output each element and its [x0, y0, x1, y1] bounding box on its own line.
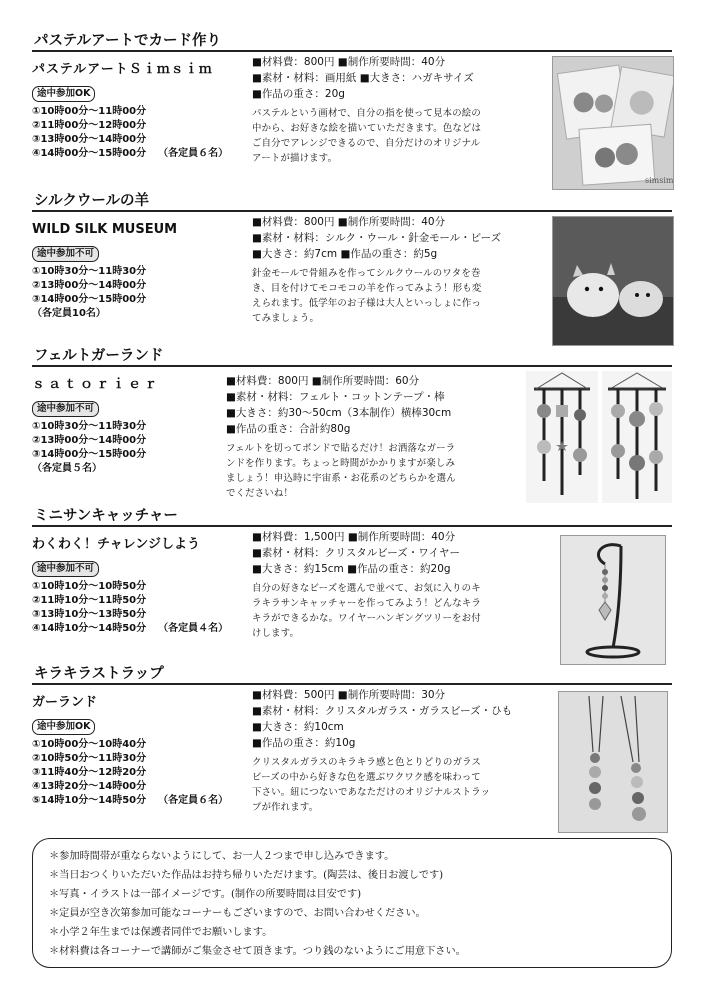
strap-photo — [558, 691, 668, 833]
time-slot: ①10時00分～10時40分 — [32, 739, 147, 750]
section-title: キラキラストラップ — [32, 665, 672, 685]
space-garland-illustration — [526, 371, 598, 503]
capacity-note: （各定員４名） — [158, 623, 229, 634]
time-slot-text: ④14時00分～15時00分 — [32, 148, 147, 159]
time-slot-text: ⑤14時10分～14時50分 — [32, 795, 147, 806]
pastel-cards-illustration — [553, 57, 673, 189]
time-slot: ②11時10分～11時50分 — [32, 595, 147, 606]
suncatcher-illustration — [561, 536, 665, 664]
time-slot: ②13時00分～14時00分 — [32, 280, 147, 291]
description-line: パステルという画材で、自分の指を使って見本の絵の — [252, 108, 481, 119]
description-line: ましょう！申込時に宇宙系・お花系のどちらかを選ん — [226, 473, 456, 484]
note-line: ＊定員が空き次第参加可能なコーナーもございますので、お問い合わせください。 — [49, 908, 426, 919]
pastel-cards-photo — [552, 56, 674, 190]
time-slot — [32, 622, 260, 636]
info-line: ■作品の重さ：合計約80g — [226, 423, 351, 435]
schedule-block — [32, 689, 260, 808]
join-status-badge: 途中参加不可 — [32, 401, 99, 417]
capacity-note: （各定員５名） — [32, 463, 102, 474]
wool-sheep-photo — [552, 216, 674, 346]
notes-box — [32, 838, 672, 968]
info-line: ■大きさ：約15cm ■作品の重さ：約20g — [252, 563, 451, 575]
info-line: ■大きさ：約10cm — [252, 721, 344, 733]
info-line: ■素材・材料：フェルト・コットンテープ・棒 — [226, 391, 445, 403]
time-slot: ①10時10分～10時50分 — [32, 581, 147, 592]
time-slot: ③13時10分～13時50分 — [32, 609, 147, 620]
description — [252, 581, 552, 641]
section-mini-suncatcher — [32, 507, 672, 665]
info-line: ■材料費：500円 ■制作所要時間：30分 — [252, 689, 446, 701]
time-slot: ①10時00分～11時00分 — [32, 106, 147, 117]
time-slot: ③14時00分～15時00分 — [32, 294, 147, 305]
details-block — [226, 373, 526, 501]
info-line: ■材料費：800円 ■制作所要時間：40分 — [252, 56, 446, 68]
strap-illustration — [559, 692, 667, 832]
description-line: 下さい。紐につないであなただけのオリジナルストラッ — [252, 787, 491, 798]
description-line: ンドを作ります。ちょっと時間がかかりますが楽しみ — [226, 458, 456, 469]
description — [226, 441, 526, 501]
details-block — [252, 529, 552, 641]
note-line: ＊小学２年生までは保護者同伴でお願いします。 — [49, 927, 273, 938]
info-line: ■作品の重さ：約10g — [252, 737, 356, 749]
details-block — [252, 54, 552, 166]
felt-garland-photo-flower — [602, 371, 672, 503]
capacity-note: （各定員10名） — [32, 308, 106, 319]
time-slot: ①10時30分～11時30分 — [32, 421, 147, 432]
note-line: ＊参加時間帯が重ならないようにして、お一人２つまで申し込みできます。 — [49, 851, 395, 862]
section-title: ミニサンキャッチャー — [32, 507, 672, 527]
description-line: えられます。低学年のお子様は大人といっしょに作っ — [252, 298, 482, 309]
description-line: プが作れます。 — [252, 802, 319, 813]
photo-signature: simsim — [645, 176, 673, 185]
section-silk-wool-sheep — [32, 192, 672, 347]
description-line: アートが描けます。 — [252, 153, 338, 164]
felt-garland-photo-space — [526, 371, 598, 503]
description-line: ビーズの中から好きな色を選ぶワクワク感を味わって — [252, 772, 481, 783]
organizer-name: わくわく！チャレンジしよう — [32, 537, 200, 552]
description-line: 針金モールで骨組みを作ってシルクウールのワタを巻 — [252, 268, 481, 279]
description-line: ラキラサンキャッチャーを作ってみよう！どんなキラ — [252, 598, 482, 609]
description — [252, 266, 552, 326]
info-line: ■素材・材料：画用紙 ■大きさ：ハガキサイズ — [252, 72, 474, 84]
join-status-badge: 途中参加不可 — [32, 561, 99, 577]
description-line: でくださいね！ — [226, 488, 294, 499]
organizer-name: ガーランド — [32, 695, 98, 710]
schedule-block — [32, 216, 260, 321]
section-title: パステルアートでカード作り — [32, 32, 672, 52]
organizer-name: WILD SILK MUSEUM — [32, 222, 178, 237]
info-line: ■作品の重さ：20g — [252, 88, 345, 100]
time-slot: ③11時40分～12時20分 — [32, 767, 147, 778]
info-line: ■大きさ：約7cm ■作品の重さ：約5g — [252, 248, 438, 260]
time-slot — [32, 794, 260, 808]
capacity-note: （各定員６名） — [158, 795, 229, 806]
join-status-badge: 途中参加OK — [32, 719, 95, 735]
info-line: ■素材・材料：クリスタルビーズ・ワイヤー — [252, 547, 460, 559]
section-title: シルクウールの羊 — [32, 192, 672, 212]
description-line: 自分の好きなビーズを選んで並べて、お気に入りのキ — [252, 583, 481, 594]
organizer-name: ｓａｔｏｒｉｅｒ — [32, 377, 161, 392]
description-line: フェルトを切ってボンドで貼るだけ！お洒落なガーラ — [226, 443, 456, 454]
details-block — [252, 687, 552, 815]
details-block — [252, 214, 552, 326]
description-line: ご自分でアレンジできるので、自分だけのオリジナル — [252, 138, 481, 149]
info-line: ■素材・材料：クリスタルガラス・ガラスビーズ・ひも — [252, 705, 513, 717]
info-line: ■材料費：1,500円 ■制作所要時間：40分 — [252, 531, 456, 543]
info-line: ■素材・材料：シルク・ウール・針金モール・ビーズ — [252, 232, 502, 244]
description-line: キラができるかな。ワイヤーハンギングツリーをお付 — [252, 613, 481, 624]
note-line: ＊写真・イラストは一部イメージです。(制作の所要時間は目安です) — [49, 889, 362, 900]
time-slot: ③13時00分～14時00分 — [32, 134, 147, 145]
wool-sheep-illustration — [553, 217, 673, 345]
flower-garland-illustration — [602, 371, 672, 503]
time-slot-text: ④14時10分～14時50分 — [32, 623, 147, 634]
info-line: ■大きさ：約30～50cm（3本制作）横棒30cm — [226, 407, 452, 419]
time-slot: ③14時00分～15時00分 — [32, 449, 147, 460]
join-status-badge: 途中参加不可 — [32, 246, 99, 262]
note-line: ＊当日おつくりいただいた作品はお持ち帰りいただけます。(陶芸は、後日お渡しです) — [49, 870, 444, 881]
section-sparkle-strap — [32, 665, 672, 835]
time-slot: ④13時20分～14時00分 — [32, 781, 147, 792]
note-line: ＊材料費は各コーナーで講師がご集金させて頂きます。つり銭のないようにご用意下さい。 — [49, 946, 466, 957]
organizer-name: パステルアートＳｉｍｓｉｍ — [32, 62, 213, 77]
info-line: ■材料費：800円 ■制作所要時間：60分 — [226, 375, 420, 387]
time-slot — [32, 147, 260, 161]
section-felt-garland — [32, 347, 672, 507]
time-slot: ②11時00分～12時00分 — [32, 120, 147, 131]
time-slot: ②13時00分～14時00分 — [32, 435, 147, 446]
join-status-badge: 途中参加OK — [32, 86, 95, 102]
description-line: クリスタルガラスのキラキラ感と色とりどりのガラス — [252, 757, 482, 768]
time-slot: ②10時50分～11時30分 — [32, 753, 147, 764]
section-title: フェルトガーランド — [32, 347, 672, 367]
description — [252, 755, 552, 815]
description-line: 中から、お好きな絵を描いていただきます。色などは — [252, 123, 482, 134]
description-line: けします。 — [252, 628, 300, 639]
suncatcher-photo — [560, 535, 666, 665]
schedule-block — [32, 56, 260, 161]
section-pastel-art — [32, 32, 672, 192]
schedule-block — [32, 531, 260, 636]
description-line: てみましょう。 — [252, 313, 320, 324]
description-line: き、目を付けてモコモコの羊を作ってみよう！形も変 — [252, 283, 482, 294]
time-slot: ①10時30分～11時30分 — [32, 266, 147, 277]
description — [252, 106, 552, 166]
capacity-note: （各定員６名） — [158, 148, 229, 159]
info-line: ■材料費：800円 ■制作所要時間：40分 — [252, 216, 446, 228]
